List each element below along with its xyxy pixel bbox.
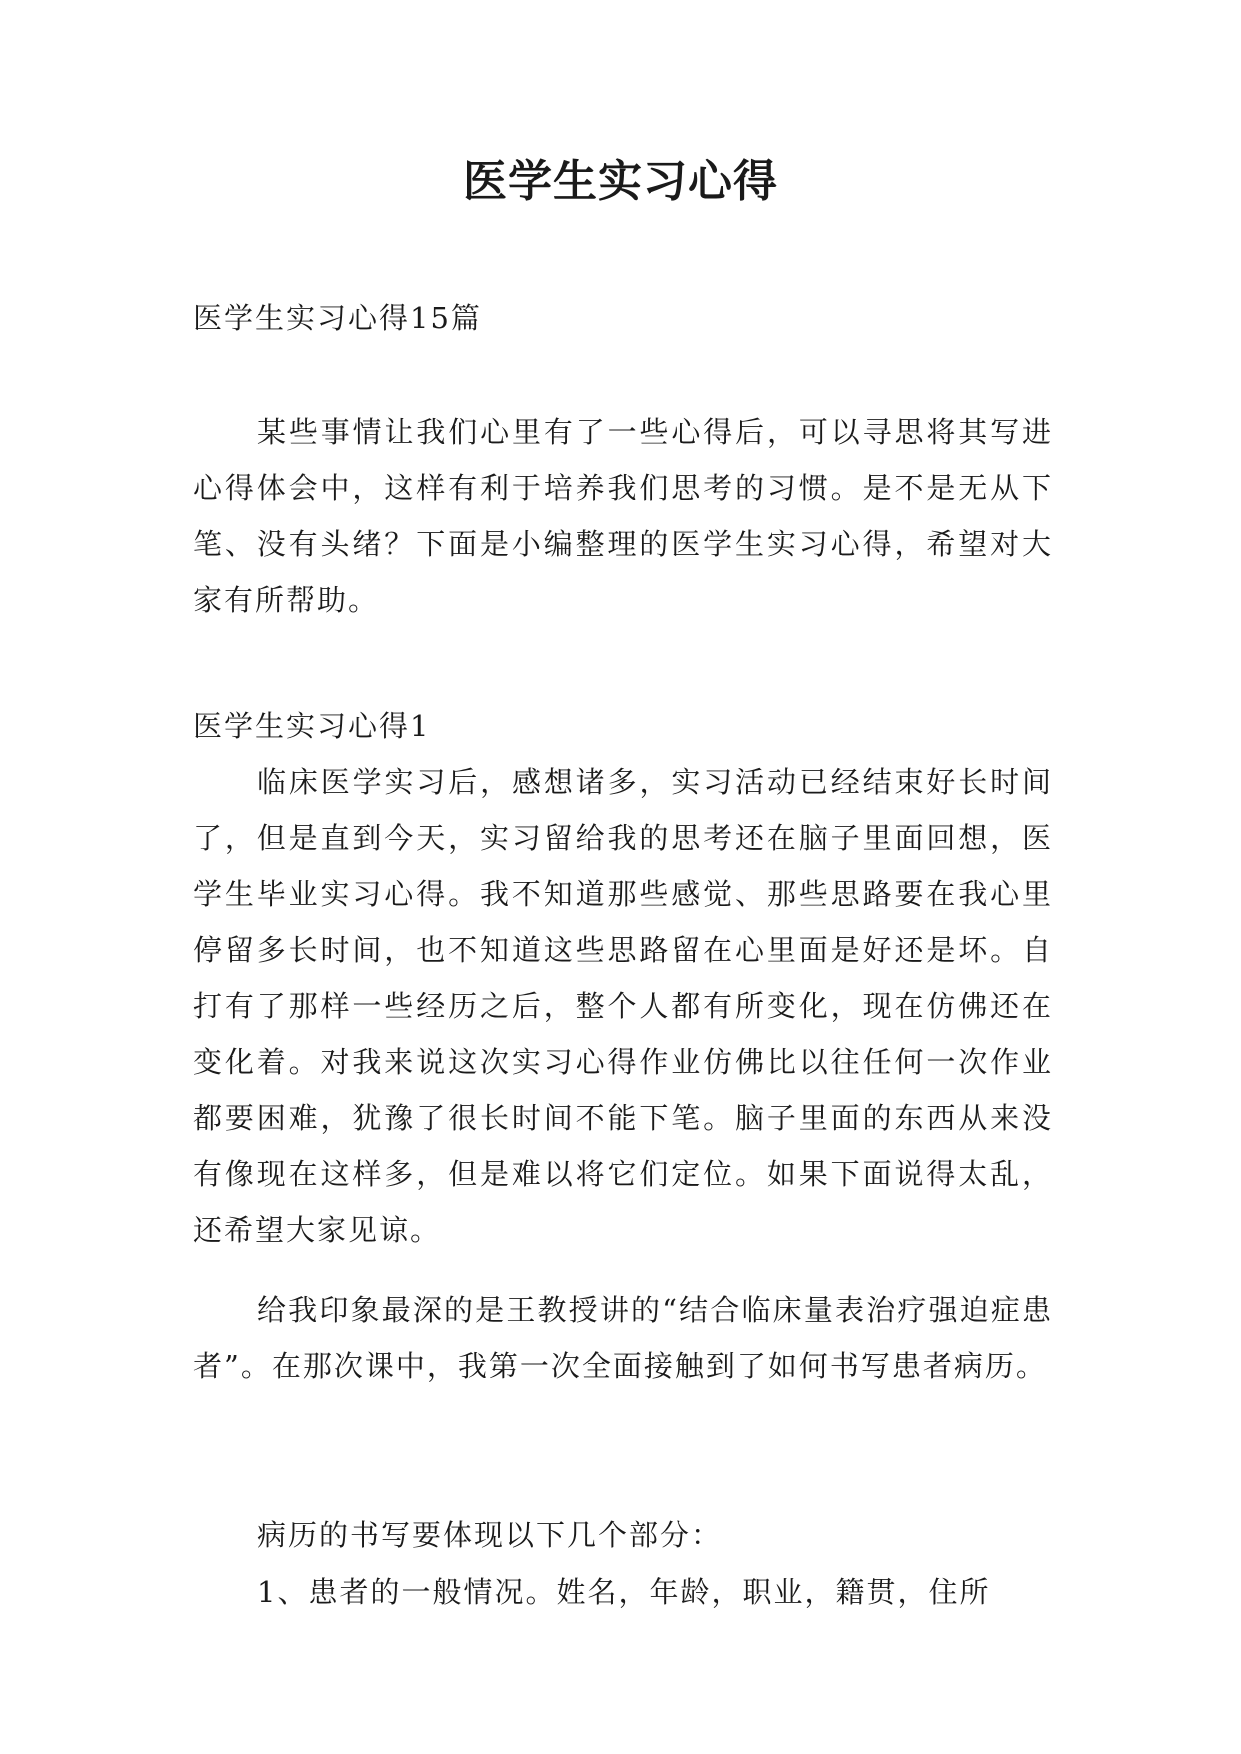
body-paragraph: 病历的书写要体现以下几个部分： — [257, 1518, 723, 1552]
body-paragraph: 临床医学实习后，感想诸多，实习活动已经结束好长时间了，但是直到今天，实习留给我的思考还在脑子里面回想，医学生毕业实习心得。我不知道那些感觉、那些思路要在我心里停留多长时间，也不知道这些思路留在心里面是好还是坏。自打有了那样一些经历之后，整个人都有所变化，现在仿佛还在变化着。对我来说这次实习心得作业仿佛比以往任何一次作业都要困难，犹豫了很长时间不能下笔。脑子里面的东西从来没有像现在这样多，但是难以将它们定位。如果下面说得太乱，还希望大家见谅。 — [193, 765, 1053, 1247]
body-paragraph: 1、患者的一般情况。姓名，年龄，职业，籍贯，住所 — [257, 1575, 991, 1609]
document-title: 医学生实习心得 — [463, 156, 778, 207]
intro-paragraph: 某些事情让我们心里有了一些心得后，可以寻思将其写进心得体会中，这样有利于培养我们思考的习惯。是不是无从下笔、没有头绪？下面是小编整理的医学生实习心得，希望对大家有所帮助。 — [193, 415, 1053, 617]
section-heading: 医学生实习心得1 — [193, 709, 431, 743]
document-subtitle: 医学生实习心得15篇 — [193, 301, 482, 335]
body-paragraph: 给我印象最深的是王教授讲的“结合临床量表治疗强迫症患者”。在那次课中，我第一次全面接触到了如何书写患者病历。 — [193, 1293, 1053, 1383]
